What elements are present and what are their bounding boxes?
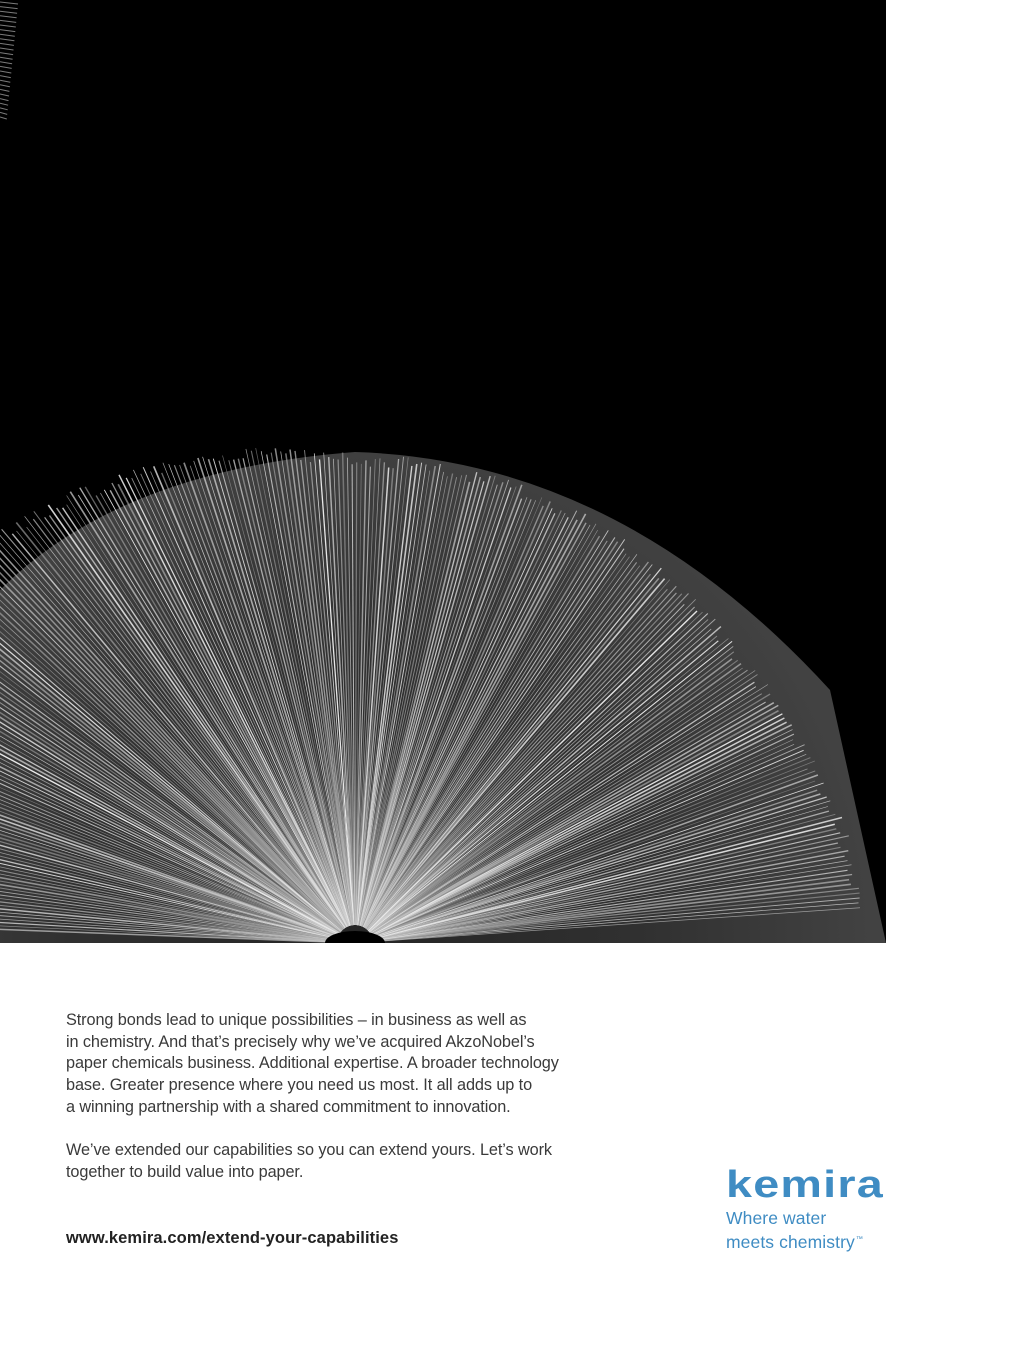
body-paragraph-2: We’ve extended our capabilities so you can extend yours. Let’s work together to build value into paper. xyxy=(66,1141,552,1181)
trademark-symbol: ™ xyxy=(855,1236,863,1243)
kemira-wordmark xyxy=(726,1166,886,1202)
brand-tagline xyxy=(726,1208,896,1253)
tagline-line-2 xyxy=(726,1229,896,1253)
tagline-line-1: Where water xyxy=(726,1208,827,1228)
campaign-url[interactable]: www.kemira.com/extend-your-capabilities xyxy=(66,1229,399,1247)
body-paragraph-1: Strong bonds lead to unique possibilities – in business as well as in chemistry. And that’s precisely why we’ve acquired AkzoNobel’s paper chemicals business. Additional expertise. A broader technology base. Greater presence where you need us most. It all adds up to a winning partnership with a shared commitment to innovation. xyxy=(66,1011,559,1116)
kemira-logo xyxy=(726,1166,896,1253)
kemira-wordmark-text: kemira xyxy=(726,1166,884,1202)
tagline-line-2-text: meets chemistry xyxy=(726,1231,855,1252)
body-copy xyxy=(66,1010,646,1184)
